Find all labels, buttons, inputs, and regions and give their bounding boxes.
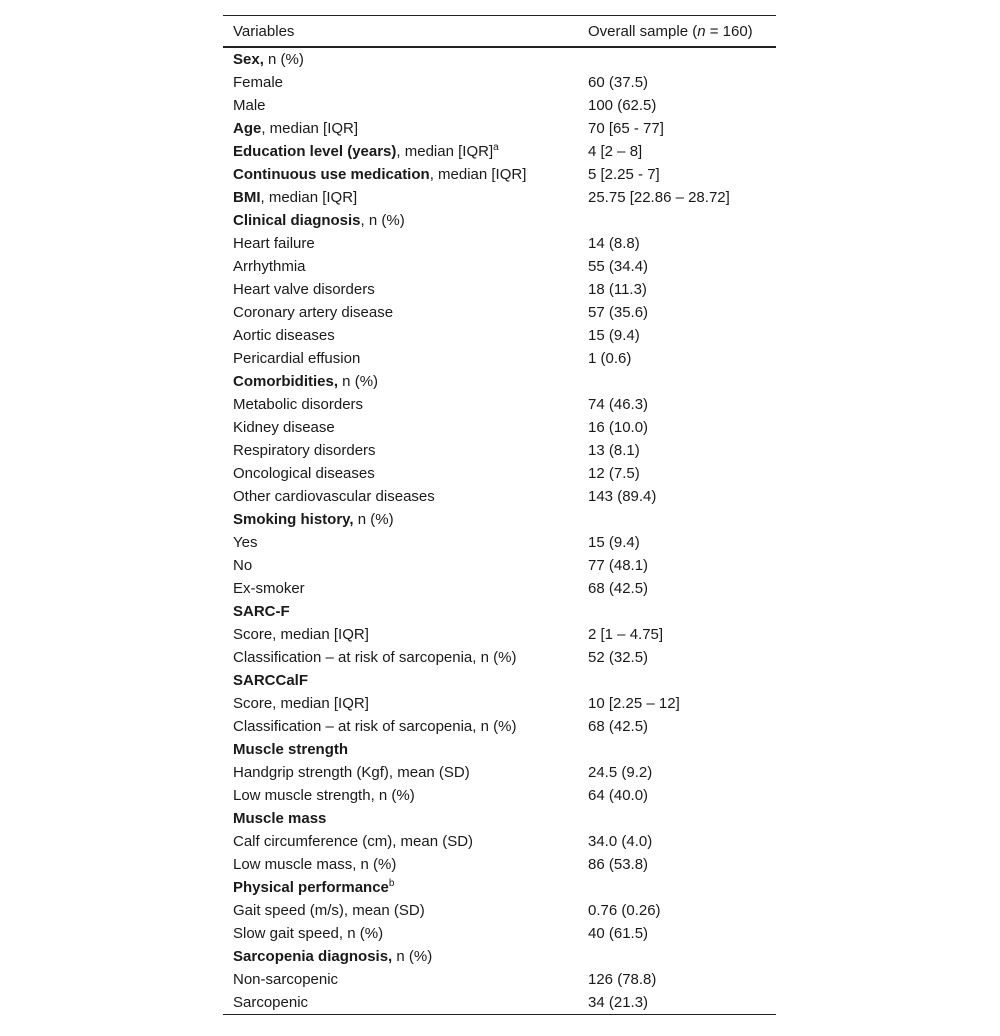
value-cell	[588, 47, 776, 71]
table-row	[223, 669, 776, 692]
table-row	[223, 738, 776, 761]
variable-cell	[223, 209, 588, 232]
variable-cell	[223, 324, 588, 347]
value-cell	[588, 945, 776, 968]
variable-label: Pericardial effusion	[233, 350, 361, 367]
table-row	[223, 922, 776, 945]
variable-label: Male	[233, 97, 266, 114]
table-row	[223, 278, 776, 301]
variable-label: , median [IQR]	[260, 189, 358, 206]
value-cell: 60 (37.5)	[588, 74, 649, 91]
value-cell	[588, 370, 776, 393]
value-cell: 34.0 (4.0)	[588, 833, 653, 850]
variable-cell	[223, 117, 588, 140]
value-cell: 24.5 (9.2)	[588, 764, 653, 781]
value-cell: 52 (32.5)	[588, 649, 649, 666]
variable-label: , median [IQR]	[261, 120, 359, 137]
variable-label: No	[233, 557, 253, 574]
table-row	[223, 876, 776, 899]
variable-cell	[223, 462, 588, 485]
value-cell: 40 (61.5)	[588, 925, 649, 942]
variable-cell	[223, 830, 588, 853]
variable-cell	[223, 94, 588, 117]
variable-cell	[223, 646, 588, 669]
table-row	[223, 531, 776, 554]
footnote-marker: a	[493, 142, 499, 153]
value-cell: 55 (34.4)	[588, 258, 649, 275]
variable-heading: Clinical diagnosis	[233, 212, 361, 229]
variable-heading: Smoking history,	[233, 511, 354, 528]
variable-cell	[223, 278, 588, 301]
variable-cell	[223, 991, 588, 1015]
variable-heading: SARC-F	[233, 603, 290, 620]
value-cell: 2 [1 – 4.75]	[588, 626, 664, 643]
variable-cell	[223, 554, 588, 577]
variable-label: Yes	[233, 534, 258, 551]
table-row	[223, 94, 776, 117]
variable-cell	[223, 163, 588, 186]
table-row	[223, 692, 776, 715]
variable-label: Score, median [IQR]	[233, 626, 369, 643]
variable-cell	[223, 899, 588, 922]
table-row	[223, 140, 776, 163]
header-variables: Variables	[233, 22, 295, 40]
variable-cell	[223, 370, 588, 393]
value-cell: 68 (42.5)	[588, 718, 649, 735]
table-row	[223, 830, 776, 853]
value-cell	[588, 876, 776, 899]
variable-label: , median [IQR]	[396, 143, 494, 160]
variable-label: Female	[233, 74, 284, 91]
variable-cell	[223, 715, 588, 738]
variable-heading: Comorbidities,	[233, 373, 339, 390]
value-cell: 126 (78.8)	[588, 971, 657, 988]
value-cell: 1 (0.6)	[588, 350, 632, 367]
variable-heading: Education level (years)	[233, 143, 397, 160]
variable-label: Ex-smoker	[233, 580, 305, 597]
table-row	[223, 807, 776, 830]
variable-label: Metabolic disorders	[233, 396, 364, 413]
table-row	[223, 715, 776, 738]
value-cell: 64 (40.0)	[588, 787, 649, 804]
variable-label: Other cardiovascular diseases	[233, 488, 435, 505]
table-row	[223, 853, 776, 876]
value-cell: 15 (9.4)	[588, 534, 640, 551]
variable-heading: BMI	[233, 189, 261, 206]
table-row	[223, 209, 776, 232]
variable-heading: Sex,	[233, 51, 264, 68]
value-cell: 57 (35.6)	[588, 304, 649, 321]
value-cell: 18 (11.3)	[588, 281, 647, 298]
variable-label: n (%)	[263, 51, 304, 68]
variable-label: Arrhythmia	[233, 258, 306, 275]
variable-label: Sarcopenic	[233, 994, 309, 1011]
table-body	[223, 47, 776, 1015]
value-cell: 25.75 [22.86 – 28.72]	[588, 189, 730, 206]
variable-cell	[223, 71, 588, 94]
value-cell: 86 (53.8)	[588, 856, 649, 873]
variable-cell	[223, 577, 588, 600]
table-row	[223, 968, 776, 991]
variable-label: Oncological diseases	[233, 465, 375, 482]
variable-heading: Muscle strength	[233, 741, 349, 758]
variable-label: Heart valve disorders	[233, 281, 375, 298]
table-row	[223, 347, 776, 370]
variable-cell	[223, 186, 588, 209]
variable-heading: SARCCalF	[233, 672, 309, 689]
variable-heading: Physical performance	[233, 879, 389, 896]
table-row	[223, 945, 776, 968]
variable-cell	[223, 140, 588, 163]
variable-cell	[223, 439, 588, 462]
variable-heading: Age	[233, 120, 262, 137]
table-row	[223, 255, 776, 278]
header-overall-suffix: = 160)	[705, 22, 753, 40]
table-row	[223, 577, 776, 600]
table-row	[223, 485, 776, 508]
table-row	[223, 186, 776, 209]
value-cell: 16 (10.0)	[588, 419, 649, 436]
table-header-row	[223, 16, 776, 48]
header-overall-prefix: Overall sample (	[588, 22, 698, 40]
variable-label: n (%)	[392, 948, 433, 965]
variable-label: n (%)	[353, 511, 394, 528]
variable-cell	[223, 255, 588, 278]
value-cell	[588, 209, 776, 232]
variable-label: n (%)	[338, 373, 379, 390]
variable-heading: Sarcopenia diagnosis,	[233, 948, 393, 965]
variable-label: Heart failure	[233, 235, 315, 252]
variable-heading: Continuous use medication	[233, 166, 430, 183]
variable-label: Classification – at risk of sarcopenia, n (%)	[233, 718, 517, 735]
variable-cell	[223, 301, 588, 324]
value-cell: 143 (89.4)	[588, 488, 657, 505]
variable-heading: Muscle mass	[233, 810, 327, 827]
table-row	[223, 163, 776, 186]
variable-label: , median [IQR]	[429, 166, 527, 183]
variable-label: Slow gait speed, n (%)	[233, 925, 384, 942]
table-container	[223, 15, 776, 1015]
header-overall-sample	[588, 16, 776, 48]
table-row	[223, 301, 776, 324]
variable-cell	[223, 761, 588, 784]
variable-cell	[223, 669, 588, 692]
variable-cell	[223, 508, 588, 531]
variable-label: Aortic diseases	[233, 327, 335, 344]
value-cell: 74 (46.3)	[588, 396, 649, 413]
variable-cell	[223, 623, 588, 646]
variable-label: Low muscle mass, n (%)	[233, 856, 397, 873]
table-row	[223, 47, 776, 71]
table-row	[223, 71, 776, 94]
variable-label: Low muscle strength, n (%)	[233, 787, 415, 804]
table-row	[223, 232, 776, 255]
table-row	[223, 554, 776, 577]
variable-cell	[223, 531, 588, 554]
value-cell: 4 [2 – 8]	[588, 143, 643, 160]
table-row	[223, 899, 776, 922]
variable-cell	[223, 807, 588, 830]
value-cell	[588, 669, 776, 692]
table-row	[223, 324, 776, 347]
value-cell: 5 [2.25 - 7]	[588, 166, 660, 183]
table-row	[223, 761, 776, 784]
value-cell: 70 [65 - 77]	[588, 120, 664, 137]
value-cell: 10 [2.25 – 12]	[588, 695, 680, 712]
variable-cell	[223, 922, 588, 945]
variable-cell	[223, 232, 588, 255]
variable-cell	[223, 738, 588, 761]
header-n-symbol: n	[697, 22, 706, 40]
variable-cell	[223, 600, 588, 623]
value-cell: 15 (9.4)	[588, 327, 640, 344]
variable-label: Coronary artery disease	[233, 304, 394, 321]
table-row	[223, 991, 776, 1015]
variable-cell	[223, 968, 588, 991]
table-row	[223, 370, 776, 393]
variable-cell	[223, 784, 588, 807]
variable-label: Handgrip strength (Kgf), mean (SD)	[233, 764, 470, 781]
variable-label: Score, median [IQR]	[233, 695, 369, 712]
table-row	[223, 784, 776, 807]
variable-label: Calf circumference (cm), mean (SD)	[233, 833, 474, 850]
variable-cell	[223, 347, 588, 370]
variable-label: Gait speed (m/s), mean (SD)	[233, 902, 425, 919]
value-cell: 100 (62.5)	[588, 97, 657, 114]
variable-label: , n (%)	[360, 212, 405, 229]
variable-cell	[223, 945, 588, 968]
value-cell: 34 (21.3)	[588, 994, 649, 1011]
variable-label: Classification – at risk of sarcopenia, n (%)	[233, 649, 517, 666]
table-row	[223, 508, 776, 531]
footnote-marker: b	[388, 878, 395, 889]
variable-label: Non-sarcopenic	[233, 971, 339, 988]
value-cell: 14 (8.8)	[588, 235, 640, 252]
variable-cell	[223, 853, 588, 876]
value-cell: 13 (8.1)	[588, 442, 640, 459]
characteristics-table	[223, 15, 776, 1015]
table-row	[223, 416, 776, 439]
table-row	[223, 600, 776, 623]
variable-cell	[223, 416, 588, 439]
value-cell	[588, 807, 776, 830]
variable-cell	[223, 876, 588, 899]
table-row	[223, 393, 776, 416]
table-row	[223, 623, 776, 646]
value-cell	[588, 600, 776, 623]
value-cell: 77 (48.1)	[588, 557, 649, 574]
value-cell	[588, 508, 776, 531]
table-row	[223, 439, 776, 462]
table-row	[223, 646, 776, 669]
table-row	[223, 462, 776, 485]
value-cell: 68 (42.5)	[588, 580, 649, 597]
variable-cell	[223, 692, 588, 715]
variable-label: Respiratory disorders	[233, 442, 376, 459]
value-cell	[588, 738, 776, 761]
variable-cell	[223, 47, 588, 71]
value-cell: 0.76 (0.26)	[588, 902, 661, 919]
variable-label: Kidney disease	[233, 419, 335, 436]
value-cell: 12 (7.5)	[588, 465, 640, 482]
table-row	[223, 117, 776, 140]
variable-cell	[223, 485, 588, 508]
variable-cell	[223, 393, 588, 416]
